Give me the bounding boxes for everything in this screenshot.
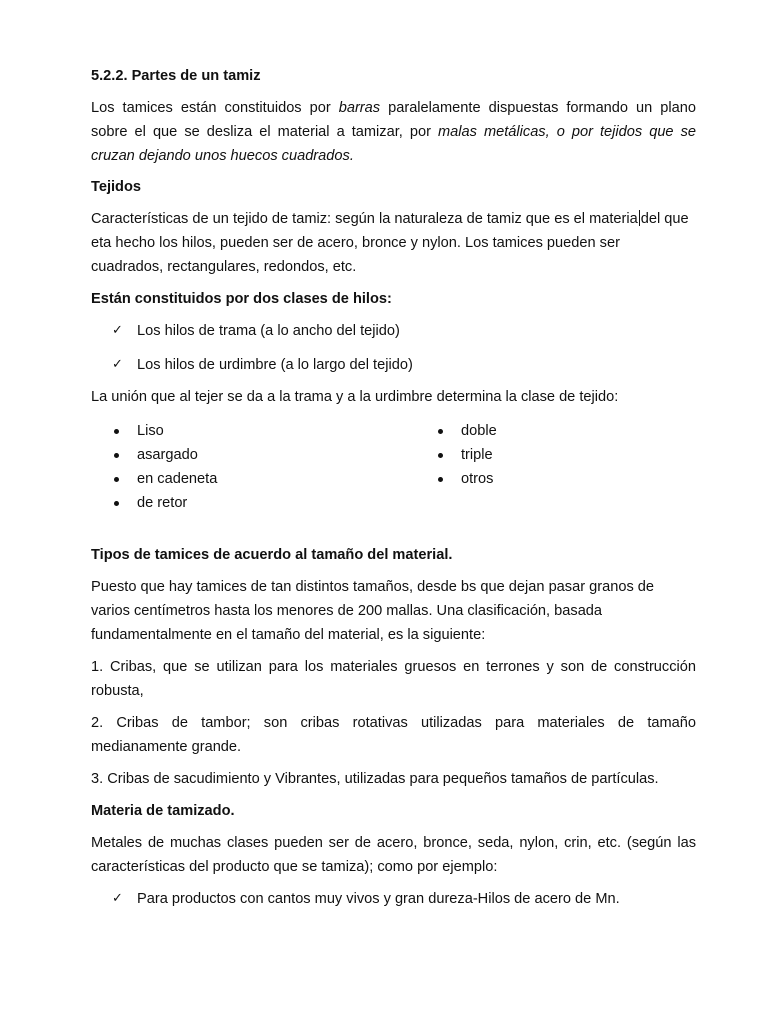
list-item <box>112 467 217 491</box>
list-item-label: en cadeneta <box>137 471 218 487</box>
check-list-item <box>91 321 696 341</box>
checkmark-icon: ✓ <box>112 357 123 372</box>
list-item-label: Liso <box>137 423 164 439</box>
materia-description: Metales de muchas clases pueden ser de acero, bronce, seda, nylon, crin, etc. (según las características del producto que se tamiza); como por ejemplo: <box>91 835 696 875</box>
text-cursor <box>639 210 640 226</box>
tejido-types-column-1 <box>112 419 217 515</box>
list-item <box>112 443 217 467</box>
section-title: 5.2.2. Partes de un tamiz <box>91 68 261 84</box>
check-list-item <box>91 889 696 909</box>
list-item <box>436 467 497 491</box>
tipos-title: Tipos de tamices de acuerdo al tamaño del material. <box>91 547 453 563</box>
materia-title: Materia de tamizado. <box>91 803 235 819</box>
bullet-icon <box>114 453 119 458</box>
checkmark-icon: ✓ <box>112 891 123 906</box>
intro-italic-1: barras <box>338 100 381 116</box>
bullet-icon <box>438 429 443 434</box>
list-item <box>436 443 497 467</box>
tipos-item-3: 3. Cribas de sacudimiento y Vibrantes, utilizadas para pequeños tamaños de partículas. <box>91 771 659 787</box>
tejidos-title: Tejidos <box>91 179 142 195</box>
materia-example: Para productos con cantos muy vivos y gran dureza-Hilos de acero de Mn. <box>137 891 620 907</box>
checkmark-icon: ✓ <box>112 323 123 338</box>
hilos-title: Están constituidos por dos clases de hilos: <box>91 291 392 307</box>
list-item-label: de retor <box>137 495 188 511</box>
bullet-icon <box>114 501 119 506</box>
intro-paragraph <box>91 96 696 168</box>
union-text: La unión que al tejer se da a la trama y a la urdimbre determina la clase de tejido: <box>91 389 619 405</box>
tejidos-description-b: del que eta hecho los hilos, pueden ser de acero, bronce y nylon. Los tamices pueden ser cuadrados, rectangulares, redondos, etc. <box>91 211 689 275</box>
intro-text-2: paralelamente dispuestas formando un plano sobre el que se desliza el material a tamizar, por <box>91 100 696 140</box>
bullet-icon <box>438 477 443 482</box>
hilos-item-trama: Los hilos de trama (a lo ancho del tejido) <box>137 323 400 339</box>
tipos-item-1: 1. Cribas, que se utilizan para los materiales gruesos en terrones y son de construcción robusta, <box>91 659 696 699</box>
intro-text-1: Los tamices están constituidos por <box>91 100 339 116</box>
tejido-types-column-2 <box>436 419 497 491</box>
tipos-intro: Puesto que hay tamices de tan distintos tamaños, desde bs que dejan pasar granos de varios centímetros hasta los menores de 200 mallas. Una clasificación, basada fundamentalmente en el tamaño del material, es la siguiente: <box>91 579 655 643</box>
hilos-item-urdimbre: Los hilos de urdimbre (a lo largo del tejido) <box>137 357 413 373</box>
list-item-label: doble <box>461 423 497 439</box>
intro-italic-2: malas metálicas, o por tejidos que se cruzan dejando unos huecos cuadrados. <box>91 124 697 164</box>
tejidos-description <box>91 207 696 279</box>
document-page <box>91 66 696 909</box>
list-item <box>436 419 497 443</box>
bullet-icon <box>114 477 119 482</box>
list-item-label: otros <box>461 471 494 487</box>
bullet-icon <box>438 453 443 458</box>
tipos-item-2: 2. Cribas de tambor; son cribas rotativas utilizadas para materiales de tamaño medianamente grande. <box>91 715 696 755</box>
bullet-icon <box>114 429 119 434</box>
tejidos-description-a: Características de un tejido de tamiz: según la naturaleza de tamiz que es el materia <box>91 211 638 227</box>
list-item <box>112 491 217 515</box>
list-item <box>112 419 217 443</box>
check-list-item <box>91 355 696 375</box>
tejido-types-list <box>91 419 696 515</box>
list-item-label: asargado <box>137 447 198 463</box>
list-item-label: triple <box>461 447 493 463</box>
